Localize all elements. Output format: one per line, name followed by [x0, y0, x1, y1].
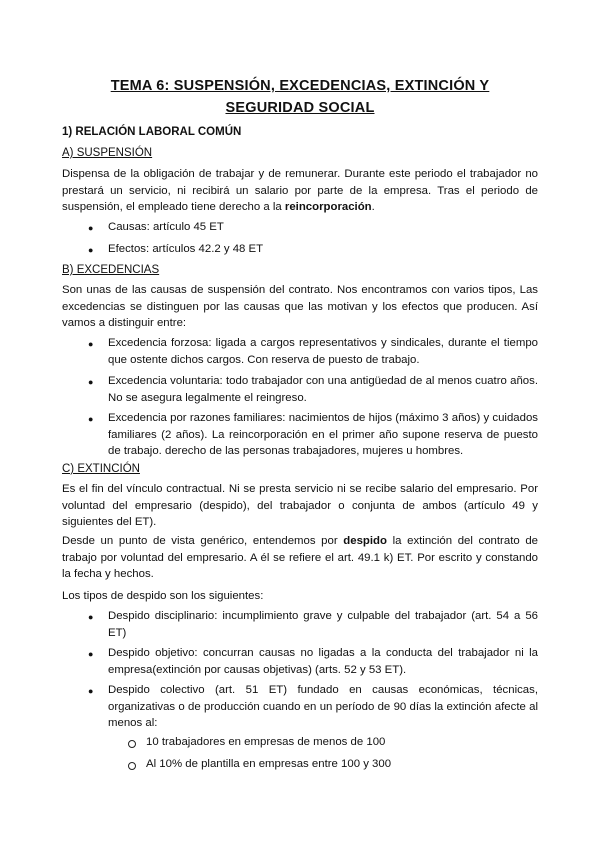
bullet-icon: ●	[88, 414, 94, 424]
list-item: Efectos: artículos 42.2 y 48 ET	[108, 243, 264, 255]
paragraph-text: la extinción del contrato de trabajo por voluntad del empresario. A él se refiere el art. 49.1 k) ET. Por escrito y constando la fecha y hechos.	[62, 535, 538, 580]
list-item: Despido objetivo: concurran causas no ligadas a la conducta del trabajador ni la empresa(extinción por causas objetivas) (arts. 52 y 53 ET).	[108, 647, 538, 676]
document-title-line1: TEMA 6: SUSPENSIÓN, EXCEDENCIAS, EXTINCIÓN Y	[110, 78, 490, 94]
paragraph-extincion: Es el fin del vínculo contractual. Ni se presta servicio ni se recibe salario del empresario. Por voluntad del empresario (despido), del trabajador o conjunta de ambos (artículo 49 y siguientes del ET).	[62, 483, 538, 528]
bullet-icon: ●	[88, 223, 94, 233]
heading-relacion-laboral: 1) RELACIÓN LABORAL COMÚN	[62, 126, 242, 138]
bold-term: reincorporación	[284, 201, 372, 213]
bullet-icon: ●	[88, 649, 94, 659]
paragraph-despido	[62, 533, 538, 583]
sub-bullet-icon	[128, 762, 136, 770]
bullet-icon: ●	[88, 339, 94, 349]
paragraph-tipos-despido: Los tipos de despido son los siguientes:	[62, 590, 264, 602]
section-title-excedencias: B) EXCEDENCIAS	[62, 264, 160, 276]
bullet-icon: ●	[88, 245, 94, 255]
paragraph-text: .	[371, 201, 375, 213]
bullet-icon: ●	[88, 686, 94, 696]
bold-term: despido	[343, 535, 387, 547]
sub-list-item: 10 trabajadores en empresas de menos de 100	[146, 736, 386, 748]
list-item: Despido disciplinario: incumplimiento grave y culpable del trabajador (art. 54 a 56 ET)	[108, 610, 538, 639]
paragraph-excedencias: Son unas de las causas de suspensión del contrato. Nos encontramos con varios tipos, Las excedencias se distinguen por las causas que las motivan y los efectos que producen. Así vamos a distinguir entre:	[62, 284, 538, 329]
list-item: Excedencia por razones familiares: nacimientos de hijos (máximo 3 años) y cuidados familiares (2 años). La reincorporación en el primer año supone reserva de puesto de trabajo. derecho de las personas trabajadores, mujeres u hombres.	[108, 412, 538, 457]
list-item: Excedencia voluntaria: todo trabajador con una antigüedad de al menos cuatro años. No se asegura legalmente el reingreso.	[108, 375, 538, 404]
section-title-suspension: A) SUSPENSIÓN	[62, 147, 153, 159]
bullet-icon: ●	[88, 612, 94, 622]
document-title-line2: SEGURIDAD SOCIAL	[225, 100, 375, 116]
list-item: Causas: artículo 45 ET	[108, 221, 224, 233]
section-title-extincion: C) EXTINCIÓN	[62, 463, 140, 475]
paragraph-suspension	[62, 166, 538, 216]
bullet-icon: ●	[88, 377, 94, 387]
paragraph-text: Desde un punto de vista genérico, entendemos por	[62, 535, 344, 547]
list-item: Excedencia forzosa: ligada a cargos representativos y sindicales, durante el tiempo que ostente dichos cargos. Con reserva de puesto de trabajo.	[108, 337, 538, 366]
sub-bullet-icon	[128, 740, 136, 748]
paragraph-text: Dispensa de la obligación de trabajar y de remunerar. Durante este periodo el trabajador no prestará un servicio, ni recibirá un salario por parte de la empresa. Tras el periodo de suspensión, el empleado tiene derecho a la	[62, 168, 538, 213]
list-item: Despido colectivo (art. 51 ET) fundado en causas económicas, técnicas, organizativas o de producción cuando en un período de 90 días la extinción afecte al menos al:	[108, 684, 538, 729]
sub-list-item: Al 10% de plantilla en empresas entre 100 y 300	[146, 758, 392, 770]
